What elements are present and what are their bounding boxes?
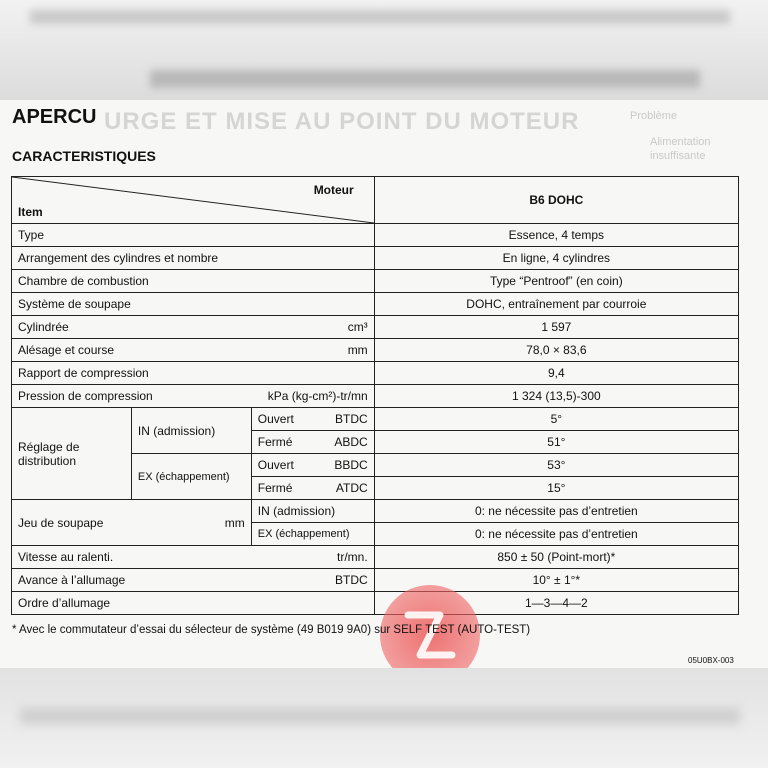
row-value: 10° ± 1°* <box>374 569 738 592</box>
timing-reference: ATDC <box>335 481 368 495</box>
row-label-text: Cylindrée <box>18 320 69 334</box>
row-label <box>12 569 375 592</box>
bottom-blurred-region <box>0 668 768 768</box>
timing-reference: BBDC <box>334 458 368 472</box>
row-label: Rapport de compression <box>12 362 375 385</box>
table-row <box>12 569 739 592</box>
figure-code: 05U0BX-003 <box>688 656 734 665</box>
blurred-line <box>30 10 730 24</box>
section-title: CARACTERISTIQUES <box>12 148 156 164</box>
row-value: 1 597 <box>374 316 738 339</box>
row-unit: BTDC <box>335 573 368 587</box>
row-label <box>12 316 375 339</box>
row-label-text: Pression de compression <box>18 389 153 403</box>
table-row <box>12 546 739 569</box>
bleed-through-header: Problème <box>630 110 678 122</box>
row-label-text: Avance à l’allumage <box>18 573 126 587</box>
bleed-through-text: insuffisante <box>650 150 706 162</box>
row-label <box>12 339 375 362</box>
table-row <box>12 385 739 408</box>
timing-event <box>251 477 374 500</box>
top-blurred-region <box>0 0 768 100</box>
row-unit: mm <box>347 343 368 357</box>
bleed-through-text: Alimentation <box>650 136 711 148</box>
row-label-text: Jeu de soupape <box>18 515 104 530</box>
row-label: Arrangement des cylindres et nombre <box>12 247 375 270</box>
timing-reference: ABDC <box>334 435 368 449</box>
intake-label: IN (admission) <box>131 408 251 454</box>
table-row <box>12 247 739 270</box>
page-title: APERCU <box>12 106 97 128</box>
table-row <box>12 316 739 339</box>
table-row <box>12 362 739 385</box>
item-header: Item <box>18 205 43 219</box>
document-page <box>0 100 768 668</box>
table-row <box>12 224 739 247</box>
row-value: En ligne, 4 cylindres <box>374 247 738 270</box>
valve-timing-label: Réglage de distribution <box>12 408 132 500</box>
timing-event <box>251 408 374 431</box>
row-value: 78,0 × 83,6 <box>374 339 738 362</box>
footnote: * Avec le commutateur d’essai du sélecteur de système (49 B019 9A0) sur SELF TEST (AUTO-TEST) <box>12 624 531 636</box>
timing-reference: BTDC <box>335 412 368 426</box>
timing-event-label: Fermé <box>257 481 293 495</box>
row-label-text: Alésage et course <box>18 343 115 357</box>
header-diagonal-cell <box>12 177 375 224</box>
table-header-row <box>12 177 739 224</box>
intake-label: IN (admission) <box>251 500 374 523</box>
table-row <box>12 270 739 293</box>
row-value: 1 324 (13,5)-300 <box>374 385 738 408</box>
row-label-text: Vitesse au ralenti. <box>18 550 114 564</box>
row-value: 51° <box>374 431 738 454</box>
table-row <box>12 500 739 523</box>
row-value: 5° <box>374 408 738 431</box>
table-row <box>12 592 739 615</box>
row-unit: tr/mn. <box>337 550 368 564</box>
row-label: Chambre de combustion <box>12 270 375 293</box>
row-label: Type <box>12 224 375 247</box>
row-value: 0: ne nécessite pas d’entretien <box>374 523 738 546</box>
row-value: 850 ± 50 (Point-mort)* <box>374 546 738 569</box>
row-value: 0: ne nécessite pas d’entretien <box>374 500 738 523</box>
row-label <box>12 546 375 569</box>
row-label <box>12 385 375 408</box>
row-value: Essence, 4 temps <box>374 224 738 247</box>
moteur-header: Moteur <box>313 183 354 197</box>
engine-model-header: B6 DOHC <box>374 177 738 224</box>
exhaust-label: EX (échappement) <box>251 523 374 546</box>
row-unit: kPa (kg-cm²)-tr/mn <box>267 389 368 403</box>
blurred-line <box>20 708 740 724</box>
row-label: Système de soupape <box>12 293 375 316</box>
table-row <box>12 293 739 316</box>
row-value: DOHC, entraînement par courroie <box>374 293 738 316</box>
row-value: 15° <box>374 477 738 500</box>
row-label: Ordre d’allumage <box>12 592 375 615</box>
timing-event <box>251 431 374 454</box>
blurred-line <box>150 70 700 88</box>
bleed-through-banner: URGE ET MISE AU POINT DU MOTEUR <box>104 108 580 135</box>
row-unit: cm³ <box>347 320 368 334</box>
row-value: 53° <box>374 454 738 477</box>
row-unit: mm <box>224 515 245 530</box>
timing-event <box>251 454 374 477</box>
table-row <box>12 339 739 362</box>
valve-clearance-label <box>12 500 252 546</box>
timing-event-label: Ouvert <box>257 412 294 426</box>
table-row <box>12 408 739 431</box>
timing-event-label: Ouvert <box>257 458 294 472</box>
timing-event-label: Fermé <box>257 435 293 449</box>
specifications-table <box>11 176 739 615</box>
exhaust-label: EX (échappement) <box>131 454 251 500</box>
row-value: 9,4 <box>374 362 738 385</box>
row-value: 1—3—4—2 <box>374 592 738 615</box>
row-value: Type “Pentroof” (en coin) <box>374 270 738 293</box>
